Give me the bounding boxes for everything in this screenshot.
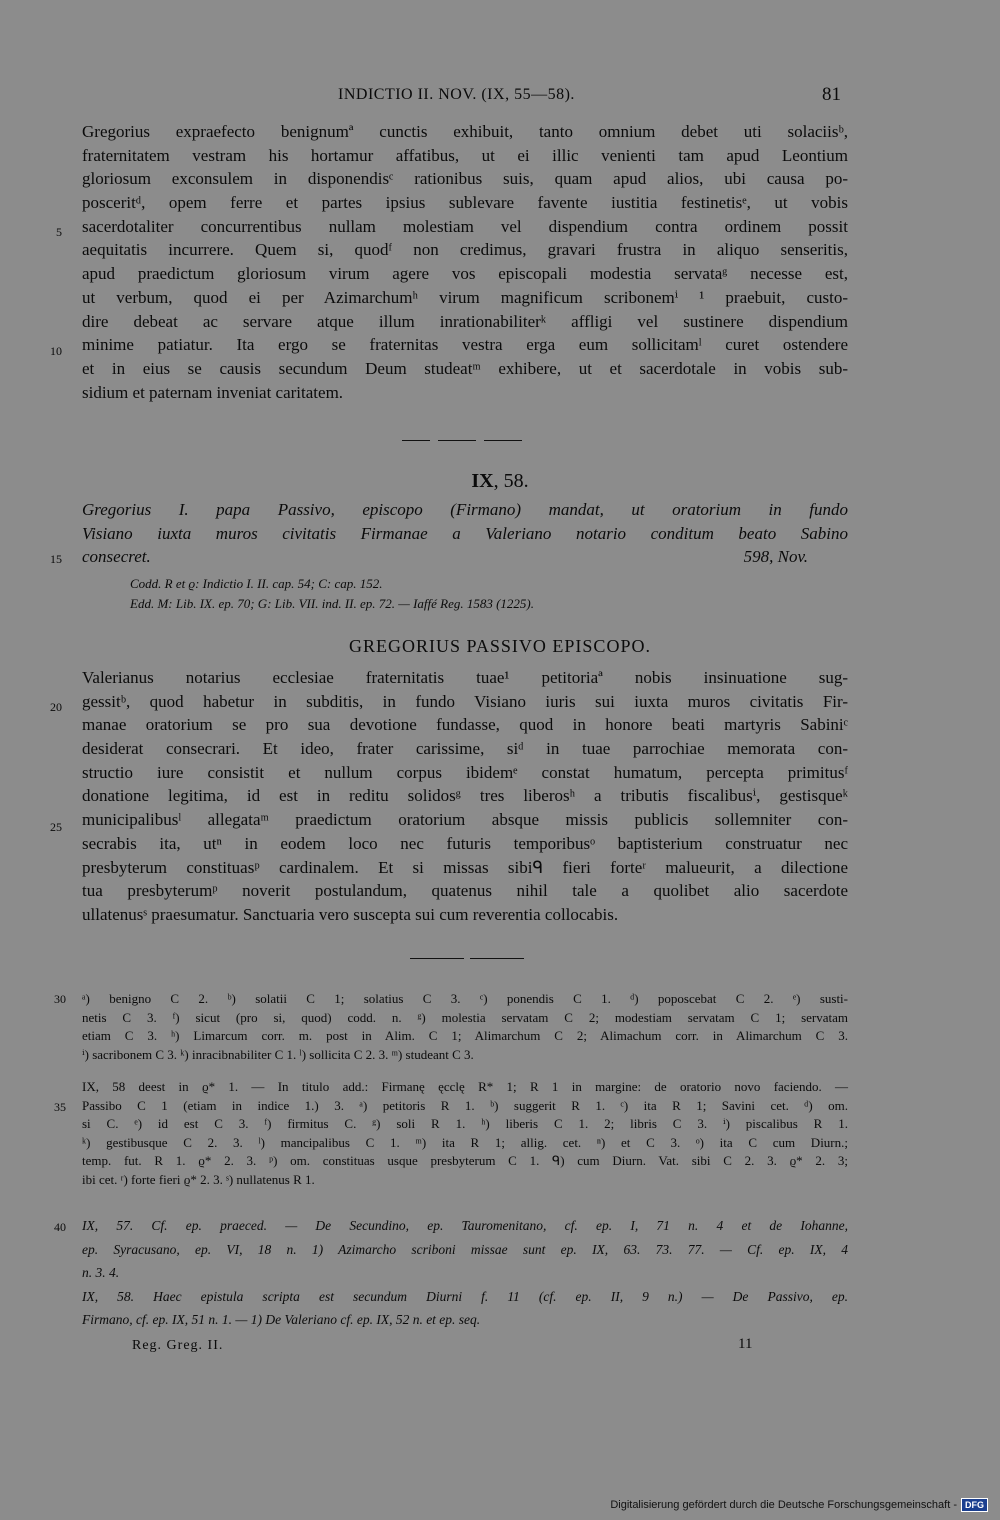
body-line: minime patiatur. Ita ergo se fraternitas vestra erga eum sollicitamˡ curet ostendere [82, 335, 848, 355]
line-number: 25 [50, 820, 62, 834]
page-number: 81 [822, 84, 841, 105]
body-line: posceritᵈ, opem ferre et partes ipsius sublevare favente iustitia festinetisᵉ, ut vobis [82, 193, 848, 213]
letter-date: 598, Nov. [743, 547, 808, 566]
summary-line [82, 545, 848, 569]
footnote-line: ibi cet. ʳ) forte fieri ϱ* 2. 3. ˢ) nullatenus R 1. [82, 1171, 315, 1187]
body-line: aequitatis incurrere. Quem si, quodᶠ non credimus, gravari frustra in aliquo senseritis, [82, 240, 848, 260]
body-line: dire debeat ac servare atque illum inrationabiliterᵏ affligi vel sustinere dispendium [82, 311, 848, 331]
letter-number-rest: , 58. [493, 470, 529, 492]
body-line: gloriosum exconsulem in disponendisᶜ rationibus suis, quam apud alios, ubi causa po- [82, 169, 848, 189]
separator-rule [470, 958, 524, 959]
body-line: ut verbum, quod ei per Azimarchumʰ virum magnificum scribonemⁱ ¹ praebuit, custo- [82, 287, 848, 307]
body-line: Gregorius expraefecto benignumª cunctis exhibuit, tanto omnium debet uti solaciisᵇ, [82, 122, 848, 141]
separator-rule [410, 958, 464, 959]
signature-mark: Reg. Greg. II. [132, 1338, 224, 1353]
line-number: 10 [50, 344, 62, 358]
commentary-line: IX, 57. Cf. ep. praeced. — De Secundino, ep. Tauromenitano, cf. ep. I, 71 n. 4 et de Iohanne, [82, 1218, 848, 1233]
commentary-line: IX, 58. Haec epistula scripta est secundum Diurni f. 11 (cf. ep. II, 9 n.) — De Passivo, ep. [82, 1288, 848, 1304]
commentary-line: n. 3. 4. [82, 1265, 120, 1280]
footnotes-apparatus [82, 1078, 848, 1189]
letter-line: tua presbyterumᵖ noverit postulandum, quatenus nihil tale a quolibet alio sacerdote [82, 881, 848, 901]
signature-number: 11 [738, 1336, 753, 1352]
letter-line: manae oratorium se pro sua devotione fundasse, quod in honore beati martyris Sabiniᶜ [82, 715, 848, 735]
letter-summary [82, 498, 848, 569]
footnote-line: ᵏ) gestibusque C 2. 3. ˡ) mancipalibus C 1. ᵐ) ita R 1; allig. cet. ⁿ) et C 3. ᵒ) ita C cum Diurn.; [82, 1134, 848, 1150]
digitization-credit [610, 1498, 988, 1512]
separator-rule [438, 440, 476, 441]
commentary-notes [82, 1214, 848, 1332]
letter-line: presbyterum constituasᵖ cardinalem. Et si missas sibiᑫ fieri forteʳ malueurit, a dilectione [82, 857, 848, 877]
letter-line: secrabis ita, utⁿ in eodem loco nec futuris temporibusᵒ baptisterium construatur nec [82, 833, 848, 853]
letter-line: gessitᵇ, quod habetur in subditis, in fundo Visiano iuris sui iuxta muros civitatis Fir- [82, 691, 848, 711]
codices-line: Codd. R et ϱ: Indictio I. II. cap. 54; C: cap. 152. [130, 576, 383, 591]
footnote-line: temp. fut. R 1. ϱ* 2. 3. ᵖ) om. constituas usque presbyterum C 1. ᑫ) cum Diurn. Vat. sibi C 2. 3. ϱ* 2. 3; [82, 1153, 848, 1168]
summary-line-text: consecret. [82, 547, 151, 566]
editions-line: Edd. M: Lib. IX. ep. 70; G: Lib. VII. ind. II. ep. 72. — Iaffé Reg. 1583 (1225). [130, 596, 535, 611]
footnote-line: etiam C 3. ʰ) Limarcum corr. m. post in Alim. C 1; Alimarchum C 2; Alimachum corr. in Alimarchum C 3. [82, 1028, 848, 1043]
footnote-line: ᵃ) benigno C 2. ᵇ) solatii C 1; solatius C 3. ᶜ) ponendis C 1. ᵈ) poposcebat C 2. ᵉ) susti- [82, 991, 848, 1006]
footnote-line: ⁱ) sacribonem C 3. ᵏ) inracibnabiliter C 1. ˡ) sollicita C 2. 3. ᵐ) studeant C 3. [82, 1046, 474, 1062]
letter-line: Valerianus notarius ecclesiae fraternitatis tuae¹ petitoriaª nobis insinuatione sug- [82, 668, 848, 687]
footnote-line: si C. ᵉ) id est C 3. ᶠ) firmitus C. ᵍ) soli R 1. ʰ) liberis C 1. 2; libris C 3. ⁱ) piscalibus R 1. [82, 1116, 848, 1131]
line-number: 40 [54, 1220, 66, 1234]
footnote-line: netis C 3. ᶠ) sicut (pro si, quod) codd. n. ᵍ) molestia servatam C 2; modestiam servatam C 1; servatam [82, 1009, 848, 1025]
body-text-block [82, 120, 848, 404]
body-line: fraternitatem vestram his hortamur affatibus, ut ei illic venienti tam apud Leontium [82, 145, 848, 165]
body-line: sacerdotaliter concurrentibus nullam molestiam vel dispendium contra ordinem possit [82, 216, 848, 236]
digitization-text: Digitalisierung gefördert durch die Deutsche Forschungsgemeinschaft - [610, 1499, 957, 1511]
dfg-logo-icon: DFG [961, 1498, 988, 1512]
line-number: 30 [54, 992, 66, 1006]
addressee-heading: GREGORIUS PASSIVO EPISCOPO. [349, 636, 651, 656]
footnote-line: IX, 58 deest in ϱ* 1. — In titulo add.: Firmanę ęcclę R* 1; R 1 in margine: de oratorio novo faciendo. — [82, 1079, 848, 1094]
letter-number-bold: IX [471, 470, 494, 492]
letter-line: structio iure consistit et nullum corpus ibidemᵉ constat humatum, percepta primitusᶠ [82, 762, 848, 782]
page-header [0, 86, 1000, 110]
letter-line: ullatenusˢ praesumatur. Sanctuaria vero suscepta sui cum reverentia collocabis. [82, 904, 619, 924]
commentary-line: Firmano, cf. ep. IX, 51 n. 1. — 1) De Valeriano cf. ep. IX, 52 n. et ep. seq. [82, 1312, 481, 1327]
commentary-line: ep. Syracusano, ep. VI, 18 n. 1) Azimarcho scriboni missae sunt ep. IX, 63. 73. 77. — Cf. ep. IX, 4 [82, 1241, 848, 1257]
letter-line: donatione legitima, id est in reditu solidosᵍ tres liberosʰ a tributis fiscalibusⁱ, gestisqueᵏ [82, 786, 848, 806]
letter-line: municipalibusˡ allegataᵐ praedictum oratorium absque missis publicis sollemniter con- [82, 810, 848, 830]
footnotes-apparatus [82, 990, 848, 1064]
line-number: 15 [50, 552, 62, 566]
line-number: 20 [50, 700, 62, 714]
body-line: et in eius se causis secundum Deum studeatᵐ exhibere, ut et sacerdotale in vobis sub- [82, 358, 848, 378]
letter-line: desiderat consecrari. Et ideo, frater carissime, siᵈ in tuae parrochiae memorata con- [82, 739, 848, 759]
running-title: INDICTIO II. NOV. (IX, 55—58). [338, 86, 575, 103]
separator-rule [402, 440, 430, 441]
body-line: apud praedictum gloriosum virum agere vos episcopali modestia servataᵍ necesse est, [82, 264, 848, 284]
line-number: 35 [54, 1100, 66, 1114]
body-line: sidium et paternam inveniat caritatem. [82, 382, 344, 402]
letter-text-block [82, 666, 848, 927]
separator-rule [484, 440, 522, 441]
footnote-line: Passibo C 1 (etiam in indice 1.) 3. ᵃ) petitoris R 1. ᵇ) suggerit R 1. ᶜ) ita R 1; Savini cet. ᵈ) om. [82, 1097, 848, 1113]
letter-number [0, 470, 1000, 493]
line-number: 5 [56, 225, 62, 239]
summary-line: Visiano iuxta muros civitatis Firmanae a Valeriano notario conditum beato Sabino [82, 523, 848, 543]
summary-line: Gregorius I. papa Passivo, episcopo (Firmano) mandat, ut oratorium in fundo [82, 500, 848, 519]
